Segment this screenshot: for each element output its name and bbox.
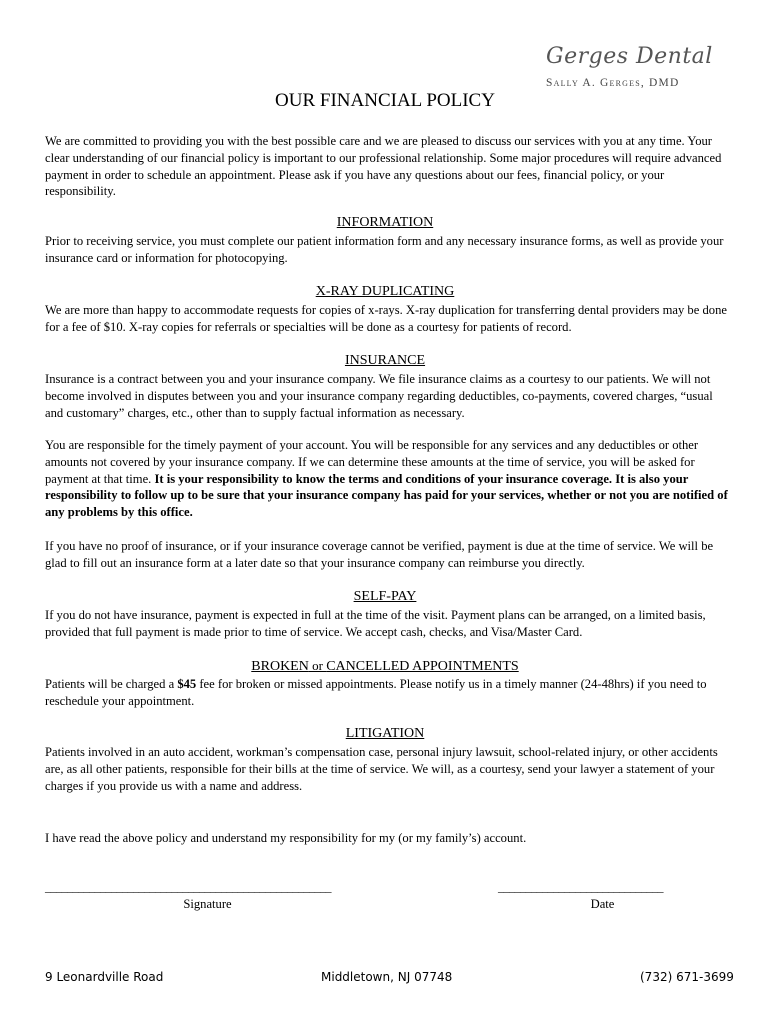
insurance-paragraph-2-text: You are responsible for the timely payment of your account. You will be responsible for any services and any deductibles or other amounts not covered by your insurance company. If we can determine these amounts at the time of service, you will be asked for payment at that time. [45, 438, 699, 486]
date-line[interactable]: ______________________________ [498, 880, 663, 894]
litigation-text: Patients involved in an auto accident, workman’s compensation case, personal injury lawsuit, school-related injury, or other accidents are, as all other patients, responsible for their bills at the time of service. We will, as a courtesy, send your lawyer a statement of your charges if you provide us with a name and address. [45, 745, 718, 793]
broken-text-lead: Patients will be charged a [45, 677, 178, 691]
broken-text-rest: fee for broken or missed appointments. Please notify us in a timely manner (24-48hrs) if you need to reschedule your appointment. [45, 677, 707, 708]
information-text: Prior to receiving service, you must complete our patient information form and any necessary insurance forms, as well as provide your insurance card or information for photocopying. [45, 234, 724, 265]
selfpay-heading: SELF-PAY [353, 589, 417, 604]
insurance-heading: INSURANCE [344, 353, 426, 368]
cancelled-heading-part: CANCELLED APPOINTMENTS [326, 659, 519, 674]
selfpay-text: If you do not have insurance, payment is expected in full at the time of the visit. Payment plans can be arranged, on a limited basis, provided that full payment is made prior to time of service. We accept cash, checks, and Visa/Master Card. [45, 608, 706, 639]
insurance-paragraph-1: Insurance is a contract between you and your insurance company. We file insurance claims as a courtesy to our patients. We will not become involved in disputes between you and your insurance company regarding deductibles, co-payments, covered charges, “usual and customary” charges, etc., other than to supply factual information as necessary. [45, 372, 713, 420]
practice-logo-subtitle: Sally A. Gerges, DMD [546, 77, 680, 89]
broken-appointments-heading [0, 658, 770, 675]
footer-phone: (732) 671-3699 [640, 970, 734, 984]
broken-heading-or: or [308, 658, 327, 673]
broken-appointments-text [45, 676, 729, 710]
litigation-heading: LITIGATION [345, 726, 425, 741]
intro-paragraph: We are committed to providing you with the best possible care and we are pleased to discuss our services with you at any time. Your clear understanding of our financial policy is important to our professional relationship. Some major procedures will require advanced payment in order to schedule an appointment. Please ask if you have any questions about our fees, financial policy, or your responsibility. [45, 134, 722, 199]
insurance-paragraph-2 [45, 437, 729, 521]
insurance-paragraph-3: If you have no proof of insurance, or if your insurance coverage cannot be verified, payment is due at the time of service. We will be glad to fill out an insurance form at a later date so that your insurance company can reimburse you directly. [45, 539, 714, 570]
broken-heading-part: BROKEN [251, 659, 309, 674]
signature-line[interactable]: ____________________________________________________ [45, 880, 331, 894]
date-label: Date [590, 897, 615, 911]
insurance-responsibility-notice: It is your responsibility to know the terms and conditions of your insurance coverage. It is also your responsibility to follow up to be sure that your insurance company has paid for your services, whether or not you are notified of any problems by this office. [45, 471, 728, 520]
broken-fee-amount: $45 [177, 677, 197, 691]
xray-text: We are more than happy to accommodate requests for copies of x-rays. X-ray duplication for transferring dental providers may be done for a fee of $10. X-ray copies for referrals or specialties will be done as a courtesy for patients of record. [45, 303, 727, 334]
xray-heading: X-RAY DUPLICATING [315, 284, 455, 299]
footer-address: 9 Leonardville Road [45, 970, 164, 984]
signature-label: Signature [183, 897, 232, 911]
footer-city: Middletown, NJ 07748 [321, 970, 453, 984]
page-title: OUR FINANCIAL POLICY [275, 90, 495, 111]
practice-logo-script: Gerges Dental [546, 44, 713, 69]
information-heading: INFORMATION [336, 215, 434, 230]
acknowledgement-statement: I have read the above policy and understand my responsibility for my (or my family’s) account. [45, 831, 527, 845]
